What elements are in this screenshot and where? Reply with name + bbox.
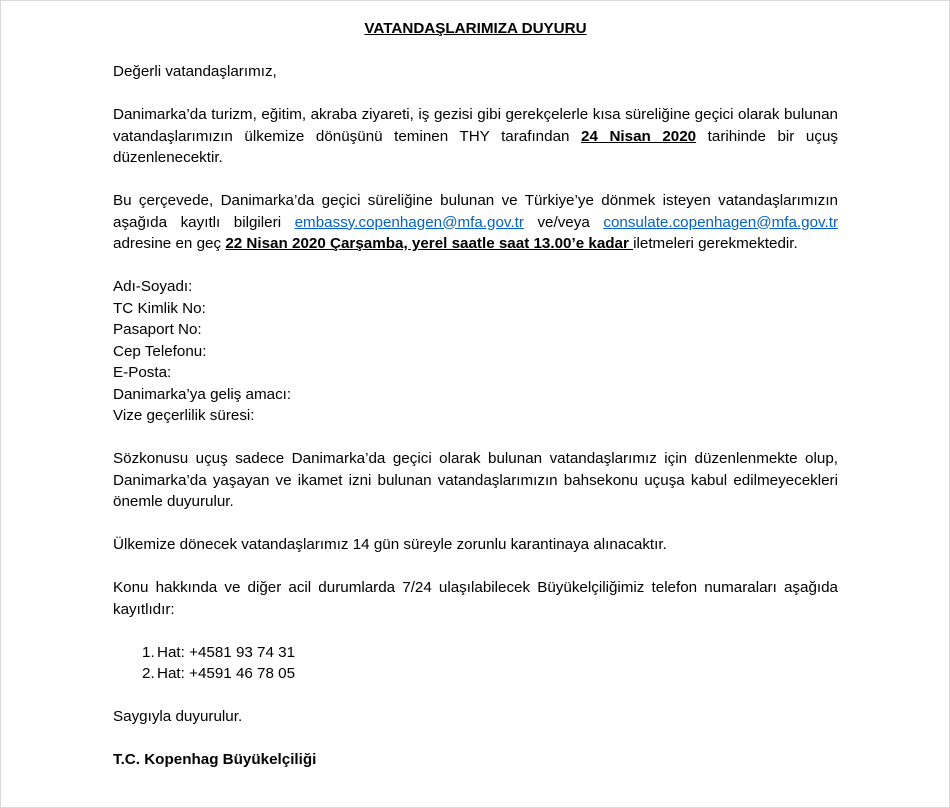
signature: T.C. Kopenhag Büyükelçiliği — [113, 751, 317, 768]
paragraph-application — [113, 190, 838, 255]
phone-line-1: Hat: +4581 93 74 31 — [157, 643, 296, 661]
form-field-tc-id: TC Kimlik No: — [113, 299, 206, 317]
paragraph-application-text-a: Bu çerçevede, Danimarka’da geçici süreliğine bulunan ve Türkiye’ye dönmek isteyen vatandaşlarımızın aşağıda kayıtlı bilgileri — [113, 192, 838, 231]
paragraph-contact: Konu hakkında ve diğer acil durumlarda 7/24 ulaşılabilecek Büyükelçiliğimiz telefon numaraları aşağıda kayıtlıdır: — [113, 579, 838, 618]
paragraph-application-text-b: ve/veya — [523, 213, 604, 231]
form-field-email: E-Posta: — [113, 364, 172, 381]
form-field-mobile: Cep Telefonu: — [113, 342, 207, 360]
phone-list — [113, 642, 838, 685]
paragraph-quarantine: Ülkemize dönecek vatandaşlarımız 14 gün süreyle zorunlu karantinaya alınacaktır. — [113, 536, 667, 553]
form-field-name: Adı-Soyadı: — [113, 278, 193, 295]
phone-line-2: Hat: +4591 46 78 05 — [157, 665, 296, 682]
embassy-email-link[interactable]: embassy.copenhagen@mfa.gov.tr — [294, 213, 524, 231]
deadline-text: 22 Nisan 2020 Çarşamba, yerel saatle saat 13.00’e kadar — [225, 235, 634, 252]
form-field-visa-validity: Vize geçerlilik süresi: — [113, 407, 255, 424]
consulate-email-link[interactable]: consulate.copenhagen@mfa.gov.tr — [603, 213, 839, 231]
form-field-purpose: Danimarka’ya geliş amacı: — [113, 385, 292, 403]
paragraph-application-text-c: adresine en geç — [113, 235, 226, 252]
paragraph-flight-text-b: tarihinde bir uçuş düzenlenecektir. — [113, 127, 838, 166]
paragraph-eligibility: Sözkonusu uçuş sadece Danimarka’da geçici olarak bulunan vatandaşlarımız için düzenlenmekte olup, Danimarka’da yaşayan ve ikamet izni bulunan vatandaşlarımızın bahsekonu uçuşa kabul edilmeyecekleri önemle duyurulur. — [113, 450, 838, 510]
document-title: VATANDAŞLARIMIZA DUYURU — [364, 20, 587, 37]
paragraph-flight-info — [113, 104, 838, 169]
flight-date: 24 Nisan 2020 — [581, 127, 697, 145]
paragraph-flight-text-a: Danimarka’da turizm, eğitim, akraba ziyareti, iş gezisi gibi gerekçelerle kısa süreliğine geçici olarak bulunan vatandaşlarımızın ülkemize dönüşünü teminen THY tarafından — [113, 106, 838, 145]
greeting: Değerli vatandaşlarımız, — [113, 63, 277, 80]
list-number: 1. — [142, 643, 155, 661]
phone-list-item — [113, 663, 838, 685]
list-number: 2. — [142, 665, 155, 682]
document-body — [113, 18, 838, 771]
form-fields-list — [113, 276, 838, 427]
form-field-passport: Pasaport No: — [113, 321, 202, 338]
phone-list-item — [113, 642, 838, 664]
closing-line: Saygıyla duyurulur. — [113, 708, 243, 725]
paragraph-application-text-d: iletmeleri gerekmektedir. — [633, 235, 798, 252]
